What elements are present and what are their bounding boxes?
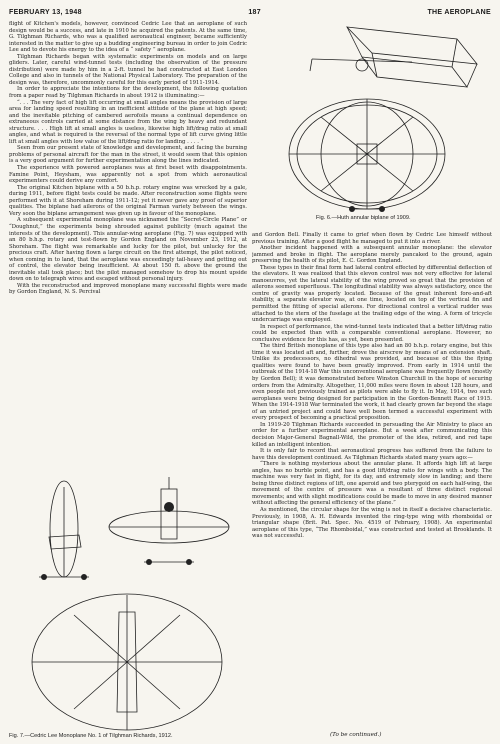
page-header — [9, 6, 491, 18]
paragraph: In 1919-20 Tilghman Richards succeeded in persuading the Air Ministry to place an order for a further experimental aeroplane. But a week after communicating this decision Major-General Bagnall-Wild, the promoter of the idea, retired, and red tape killed an intelligent intention. — [252, 421, 492, 448]
left-column — [9, 21, 247, 464]
figure-7-cedric-lee-monoplane — [9, 467, 243, 732]
issue-date: FEBRUARY 13, 1948 — [9, 8, 82, 16]
paragraph: Tilghman Richards began with systematic experiments on models and on large gliders. Later, careful wind-tunnel tests (including the observation of the pressure distribution) were made by him in a 2-ft. tunnel he had constructed at East London College and also in tunnels of the National Physical Laboratory. The preparation of the design was, therefore, uncommonly careful for this early period of 1911-1914. — [9, 53, 247, 86]
paragraph: It is only fair to record that aeronautical progress has suffered from the failure to have this development continued. As Tilghman Richards stated many years ago:— — [252, 448, 492, 461]
paragraph: The third British monoplane of this type also had an 80 b.h.p. rotary engine, but this time it was located aft and, further, drove the airscrew by means of an extension shaft. Unlike its predecessors, no dihedral was provided, and because of this the flying qualities were found to have been greatly improved. From early in 1914 until the outbreak of the 1914-18 War this unconventional aeroplane was frequently flown (mostly by Gordon Bell); it was demonstrated before Winston Churchill in the hope of securing orders from the Admiralty. Altogether, 11,000 miles were flown in about 128 hours, and even people not previously trained as pilots were able to fly it. In May, 1914, two such aeroplanes were being designed for participation in the Gordon-Bennett Race of 1915. When the 1914-1918 War terminated the work, it had clearly grown far beyond the stage of an untried project and could have well been termed a successful experiment with every prospect of becoming a practical proposition. — [252, 343, 492, 422]
paragraph: These types in their final form had lateral control effected by differential deflection of the elevators. It was realized that this elevon control was not very effective for lateral manoeuvres, yet the lateral stability of the wing proved so great that the provision of ailerons seemed superfluous. The longitudinal stability was always satisfactory, once the centre of gravity was properly located. Because of the great inherent fore-and-aft stability, a separate elevator was, at one time, located on top of the vertical fin and permitted the fitting of special ailerons. For directional control a vertical rudder was attached to the stern of the fuselage at the trailing edge of the wing. A form of tricycle undercarriage was employed. — [252, 264, 492, 324]
figure-6-huth-biplane — [252, 19, 492, 224]
paragraph: As mentioned, the circular shape for the wing is not in itself a decisive characteristic. Previously, in 1908, A. H. Edwards invented the ring-type wing with rhomboidal or triangular shape (Brit. Pat. Spec. No. 4519 of February, 1908). An experimental aeroplane of this type, “The Rhomboidal,” was constructed and tested at Brooklands. It was not successful. — [252, 506, 492, 540]
paragraph: The experience with powered aeroplanes was at first beset with disappointments. Famine Point, Heysham, was apparently not a spot from which aeronautical experimenters could derive any comfort. — [9, 165, 247, 185]
figure-6-caption: Fig. 6.—Huth annular biplane of 1909. — [316, 215, 411, 221]
paragraph: In order to appreciate the intentions for the development, the following quotation from a paper read by Tilghman Richards in about 1912 is illuminating:— — [9, 86, 247, 100]
paragraph: With the reconstructed and improved monoplane many successful flights were made by Gordon England, N. S. Percival — [9, 282, 247, 296]
page-number: 187 — [248, 8, 261, 16]
paragraph: Another incident happened with a subsequent annular monoplane: the elevator jammed and broke in flight. The aeroplane merely pancaked to the ground, again preserving the health of its pilot, E. C. Gordon England. — [252, 245, 492, 265]
paragraph: The original Kitchen biplane with a 50 b.h.p. rotary engine was wrecked by a gale, during 1911, before flight tests could be made. After reconstruction some flights were performed with it at Shoreham during 1911-12; yet it never gave any proof of superior qualities. The biplane had ailerons of the original Farman variety between the wings. Very soon the biplane arrangement was given up in favour of the monoplane. — [9, 184, 247, 217]
paragraph: and Gordon Bell. Finally it came to grief when flown by Cedric Lee himself without previous training. After a good flight he managed to put it into a river. — [252, 232, 492, 245]
to-be-continued: (To be continued.) — [330, 732, 382, 738]
right-column — [252, 232, 492, 722]
journal-title: THE AEROPLANE — [427, 8, 491, 16]
paragraph: A subsequent experimental monoplane was nicknamed the “Secret-Circle Plane” or “Doughnut,” the experiments being shrouded against publicity (much against the interests of the development). This annular-wing aeroplane (Fig. 7) was equipped with an 80 b.h.p. rotary and test-flown by Gordon England on November 23, 1912, at Shoreham. The flight was remarkable and lucky for the pilot, but unlucky for the precious craft. After having flown a large circuit on the first attempt, the pilot noticed, when coming in to land, that the aeroplane was exceedingly tail-heavy and getting out of control, the elevator being insufficient. At about 150 ft. above the ground the inevitable stall took place; but the pilot managed somehow to drop his mount upside down on to telegraph wires and escaped without personal injury. — [9, 217, 247, 283]
paragraph: Seen from our present state of knowledge and development, and facing the burning problems of personal aircraft for the man in the street, it would seem that this opinion is a very good argument for further experimentation along the lines indicated. — [9, 145, 247, 165]
figure-7-caption: Fig. 7.—Cedric Lee Monoplane No. 1 of Tilghman Richards, 1912. — [9, 733, 173, 739]
paragraph: flight of Kitchen's models, however, convinced Cedric Lee that an aeroplane of such design would be a success, and late in 1910 he acquired the patents. At the same time, G. Tilghman Richards, who was a qualified aeronautical engineer, became sufficiently interested in the matter to give up a budding engineering bureau in order to join Cedric Lee and to devote his energy to the idea of a “ safety ” aeroplane. — [9, 21, 247, 54]
huth-biplane-drawing — [252, 19, 492, 214]
cedric-lee-monoplane-drawing — [9, 467, 243, 732]
paragraph: “. . . The very fact of high lift occurring at small angles means the provision of large area for landing speed resulting in an inefficient attitude of the plane at high speed; and the inevitable pitching of cambered aerofoils means a continual dependence on extraneous controls carried at some distance from the wing by heavy and redundant structure. . . . High lift at small angles is useless, likewise high lift/drag ratio at small angles, and what is required is the reversal of the normal type of lift curve giving little lift at small angles with low value of the lift/drag ratio for landing . . . . ” — [9, 99, 247, 145]
paragraph: In respect of performance, the wind-tunnel tests indicated that a better lift/drag ratio could be expected than with a comparable conventional aeroplane. However, no conclusive evidence for this has, as yet, been presented. — [252, 323, 492, 343]
paragraph: “There is nothing mysterious about the annular plane. It affords high lift at large angles, has no burble point, and has a good lift/drag ratio for wings with a body. The machine was very fast in flight, for its day, and extremely slow in landing; and there being three distinct regions of lift, one aperoid and two pterygoid on each half-wing, the movement of the centre of pressure was a resultant of three distinct regional movements; and with slight modifications could be made to move in any desired manner without affecting the general efficiency of the plane.” — [252, 461, 492, 507]
